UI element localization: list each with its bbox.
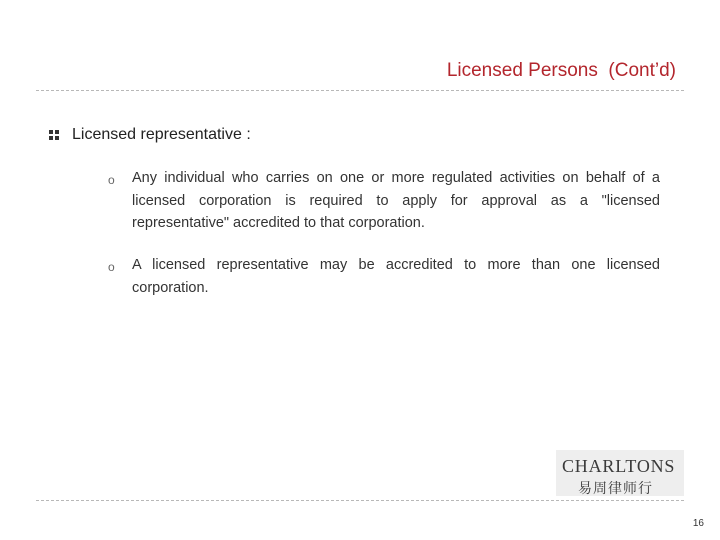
page-number: 16 bbox=[692, 518, 704, 529]
main-bullet bbox=[48, 126, 251, 144]
sub-bullet-2 bbox=[108, 254, 660, 299]
slide-title: Licensed Persons (Cont’d) bbox=[446, 60, 676, 81]
square-bullet-icon bbox=[48, 129, 60, 141]
logo-name-en: CHARLTONS bbox=[562, 456, 676, 476]
bullet-heading: Licensed representative : bbox=[72, 126, 251, 143]
bottom-divider bbox=[36, 500, 684, 501]
logo-name-zh: 易周律师行 bbox=[578, 481, 653, 497]
sub-bullet-text: A licensed representative may be accredited to more than one licensed corporation. bbox=[132, 257, 660, 296]
sub-bullet-1 bbox=[108, 167, 660, 235]
sub-bullet-text: Any individual who carries on one or more regulated activities on behalf of a licensed corporation is required to apply for approval as a "licensed representative" accredited to that corporation. bbox=[132, 170, 660, 231]
charltons-logo bbox=[556, 450, 684, 496]
top-divider bbox=[36, 90, 684, 91]
circle-bullet-icon: o bbox=[108, 260, 115, 274]
circle-bullet-icon: o bbox=[108, 173, 115, 187]
